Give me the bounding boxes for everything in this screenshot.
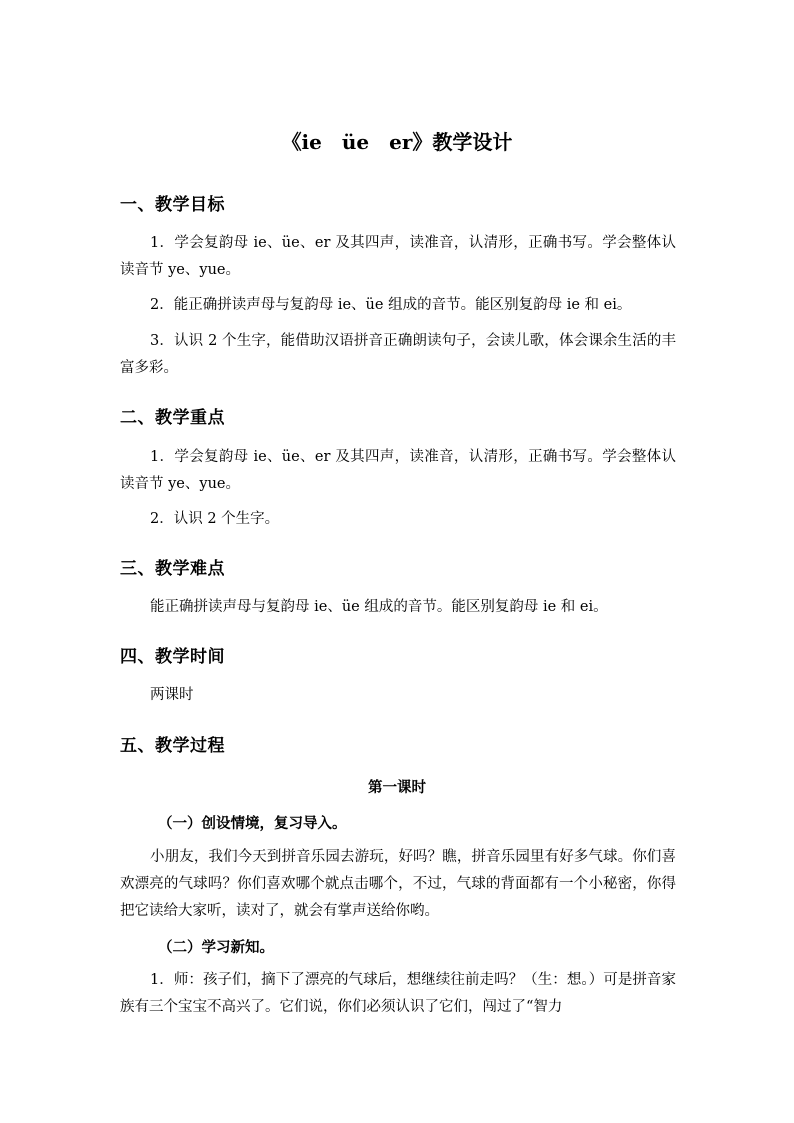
part2-text: 1．师：孩子们，摘下了漂亮的气球后，想继续往前走吗？（生：想。）可是拼音家族有三个宝宝不高兴了。它们说，你们必须认识了它们，闯过了“智力	[120, 972, 676, 1015]
goal-item-1: 1．学会复韵母 ie、üe、er 及其四声，读准音，认清形，正确书写。学会整体认读音节 ye、yue。	[120, 235, 676, 278]
part1-heading: （一）创设情境，复习导入。	[158, 815, 347, 832]
section-heading-teaching-process: 五、教学过程	[120, 736, 225, 756]
section-heading-teaching-time: 四、教学时间	[120, 647, 225, 667]
key-point-item-2: 2．认识 2 个生字。	[150, 511, 280, 527]
key-point-item-1: 1．学会复韵母 ie、üe、er 及其四声，读准音，认清形，正确书写。学会整体认读音节 ye、yue。	[120, 449, 676, 492]
goal-item-3: 3．认识 2 个生字，能借助汉语拼音正确朗读句子，会读儿歌，体会课余生活的丰富多彩。	[120, 333, 676, 376]
lesson-title: 第一课时	[368, 779, 426, 796]
part1-text: 小朋友，我们今天到拼音乐园去游玩，好吗？瞧，拼音乐园里有好多气球。你们喜欢漂亮的气球吗？你们喜欢哪个就点击哪个，不过，气球的背面都有一个小秘密，你得把它读给大家听，读对了，就会有掌声送给你哟。	[120, 849, 676, 919]
section-heading-key-points: 二、教学重点	[120, 408, 225, 428]
document-title: 《ie üe er》教学设计	[281, 130, 513, 154]
goal-item-2: 2．能正确拼读声母与复韵母 ie、üe 组成的音节。能区别复韵母 ie 和 ei。	[150, 297, 632, 313]
section-heading-teaching-goals: 一、教学目标	[120, 195, 225, 215]
section-heading-difficulties: 三、教学难点	[120, 559, 225, 579]
part2-heading: （二）学习新知。	[158, 939, 274, 956]
difficulty-text: 能正确拼读声母与复韵母 ie、üe 组成的音节。能区别复韵母 ie 和 ei。	[150, 599, 608, 615]
teaching-time-text: 两课时	[150, 687, 194, 703]
